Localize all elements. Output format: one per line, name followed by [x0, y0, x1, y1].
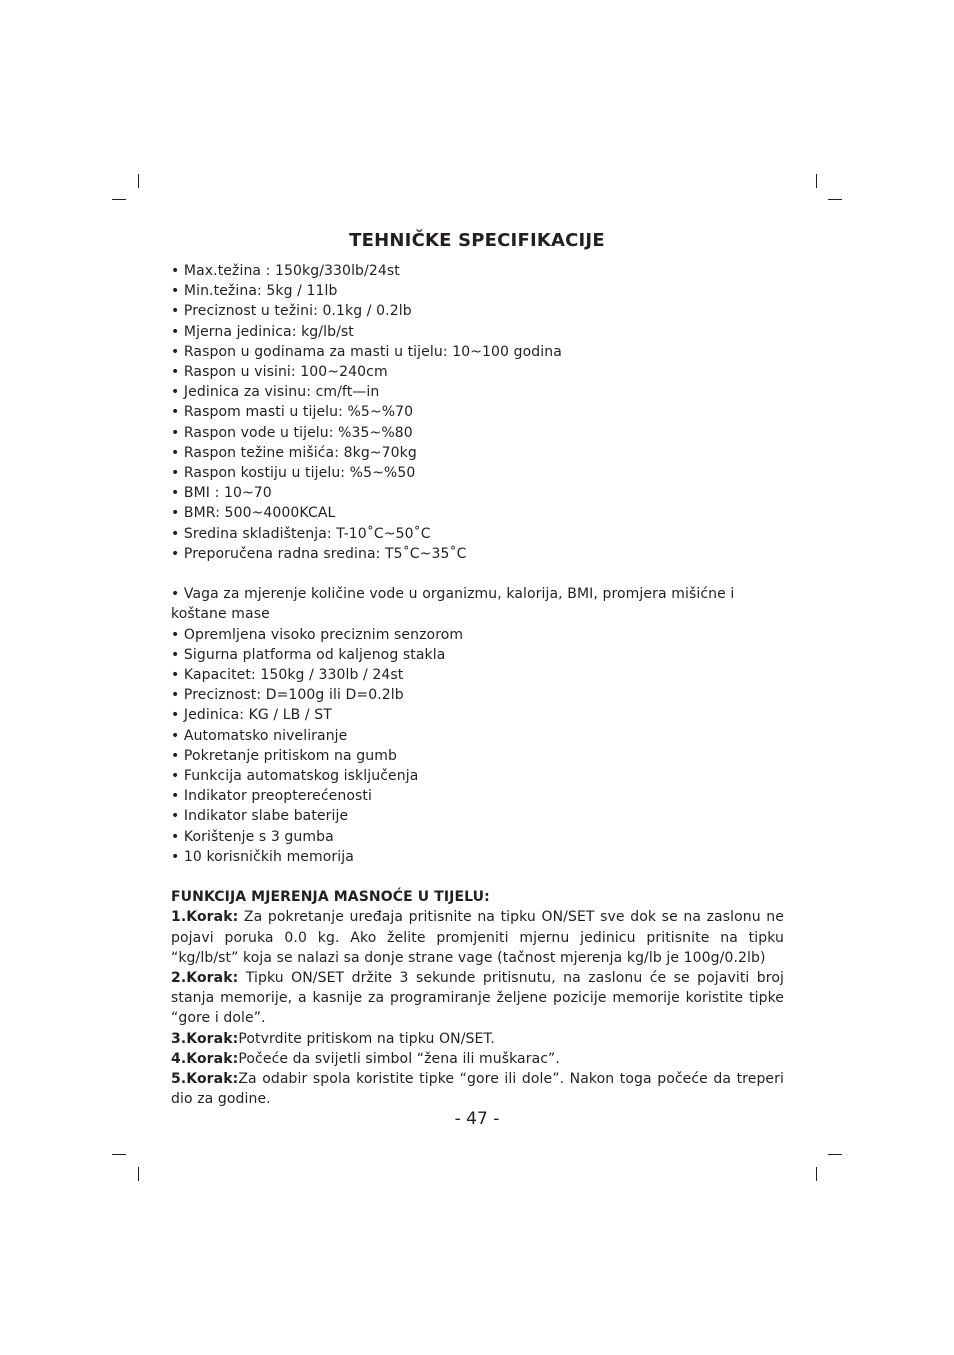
feature-item: • Preciznost: D=100g ili D=0.2lb [171, 687, 404, 704]
page-content [171, 261, 784, 1110]
crop-mark [112, 1154, 126, 1155]
spacer [171, 867, 784, 887]
spec-item: • Raspon u godinama za masti u tijelu: 10~100 godina [171, 343, 562, 360]
step-paragraph [171, 1049, 784, 1069]
spacer [171, 564, 784, 584]
step-text: Za odabir spola koristite tipke “gore ili dole”. Nakon toga počeće da treperi dio za godine. [171, 1071, 784, 1108]
spec-item: • Mjerna jedinica: kg/lb/st [171, 323, 354, 340]
spec-item: • Raspon kostiju u tijelu: %5~%50 [171, 465, 416, 482]
step-paragraph [171, 1069, 784, 1109]
section-heading: FUNKCIJA MJERENJA MASNOĆE U TIJELU: [171, 889, 490, 906]
page-number: - 47 - [454, 1109, 500, 1129]
spec-item: • Jedinica za visinu: cm/ft—in [171, 384, 380, 401]
feature-item: • Vaga za mjerenje količine vode u organizmu, kalorija, BMI, promjera mišićne i koštane mase [171, 586, 735, 623]
spec-item: • Raspom masti u tijelu: %5~%70 [171, 404, 414, 421]
feature-item: • Funkcija automatskog isključenja [171, 768, 419, 785]
spec-item: • Raspon vode u tijelu: %35~%80 [171, 424, 413, 441]
feature-list [171, 584, 784, 867]
spec-item: • Raspon u visini: 100~240cm [171, 364, 388, 381]
step-label: 2.Korak: [171, 970, 239, 987]
step-paragraph [171, 968, 784, 1029]
crop-mark [816, 174, 817, 188]
feature-item: • Korištenje s 3 gumba [171, 828, 334, 845]
step-label: 3.Korak: [171, 1030, 239, 1047]
feature-item: • Indikator preopterećenosti [171, 788, 372, 805]
crop-mark [138, 174, 139, 188]
feature-item: • Jedinica: KG / LB / ST [171, 707, 332, 724]
spec-item: • Max.težina : 150kg/330lb/24st [171, 263, 400, 279]
crop-mark [828, 1154, 842, 1155]
step-text: Za pokretanje uređaja pritisnite na tipku ON/SET sve dok se na zaslonu ne pojavi poruka 0.0 kg. Ako želite promjeniti mjernu jedinicu pritisnite na tipku “kg/lb/st” koja se nalazi sa donje strane vage (tačnost mjerenja kg/lb je 100g/0.2lb) [171, 909, 784, 966]
step-paragraph [171, 907, 784, 968]
crop-mark [828, 199, 842, 200]
step-text: Počeće da svijetli simbol “žena ili muškarac”. [238, 1050, 560, 1067]
feature-item: • Kapacitet: 150kg / 330lb / 24st [171, 667, 404, 684]
spec-item: • Min.težina: 5kg / 11lb [171, 283, 338, 300]
crop-mark [816, 1167, 817, 1181]
spec-item: • Raspon težine mišića: 8kg~70kg [171, 444, 417, 461]
step-label: 4.Korak: [171, 1050, 239, 1067]
feature-item: • Opremljena visoko preciznim senzorom [171, 626, 464, 643]
step-label: 1.Korak: [171, 909, 239, 926]
feature-item: • Indikator slabe baterije [171, 808, 349, 825]
page-title: TEHNIČKE SPECIFIKACIJE [349, 230, 605, 251]
step-paragraph [171, 1029, 784, 1049]
spec-item: • BMI : 10~70 [171, 485, 272, 502]
spec-item: • BMR: 500~4000KCAL [171, 505, 336, 522]
feature-item: • Sigurna platforma od kaljenog stakla [171, 646, 446, 663]
feature-item: • Automatsko niveliranje [171, 727, 348, 744]
crop-mark [138, 1167, 139, 1181]
spec-item: • Preciznost u težini: 0.1kg / 0.2lb [171, 303, 412, 320]
crop-mark [112, 199, 126, 200]
feature-item: • 10 korisničkih memorija [171, 848, 354, 865]
step-text: Potvrdite pritiskom na tipku ON/SET. [238, 1030, 495, 1047]
spec-item: • Preporučena radna sredina: T5˚C~35˚C [171, 545, 467, 562]
feature-item: • Pokretanje pritiskom na gumb [171, 747, 397, 764]
spec-list [171, 261, 784, 564]
step-text: Tipku ON/SET držite 3 sekunde pritisnutu, na zaslonu će se pojaviti broj stanja memorije, a kasnije za programiranje željene pozicije memorije koristite tipke “gore i dole”. [171, 970, 784, 1027]
step-label: 5.Korak: [171, 1071, 239, 1088]
spec-item: • Sredina skladištenja: T-10˚C~50˚C [171, 525, 431, 542]
